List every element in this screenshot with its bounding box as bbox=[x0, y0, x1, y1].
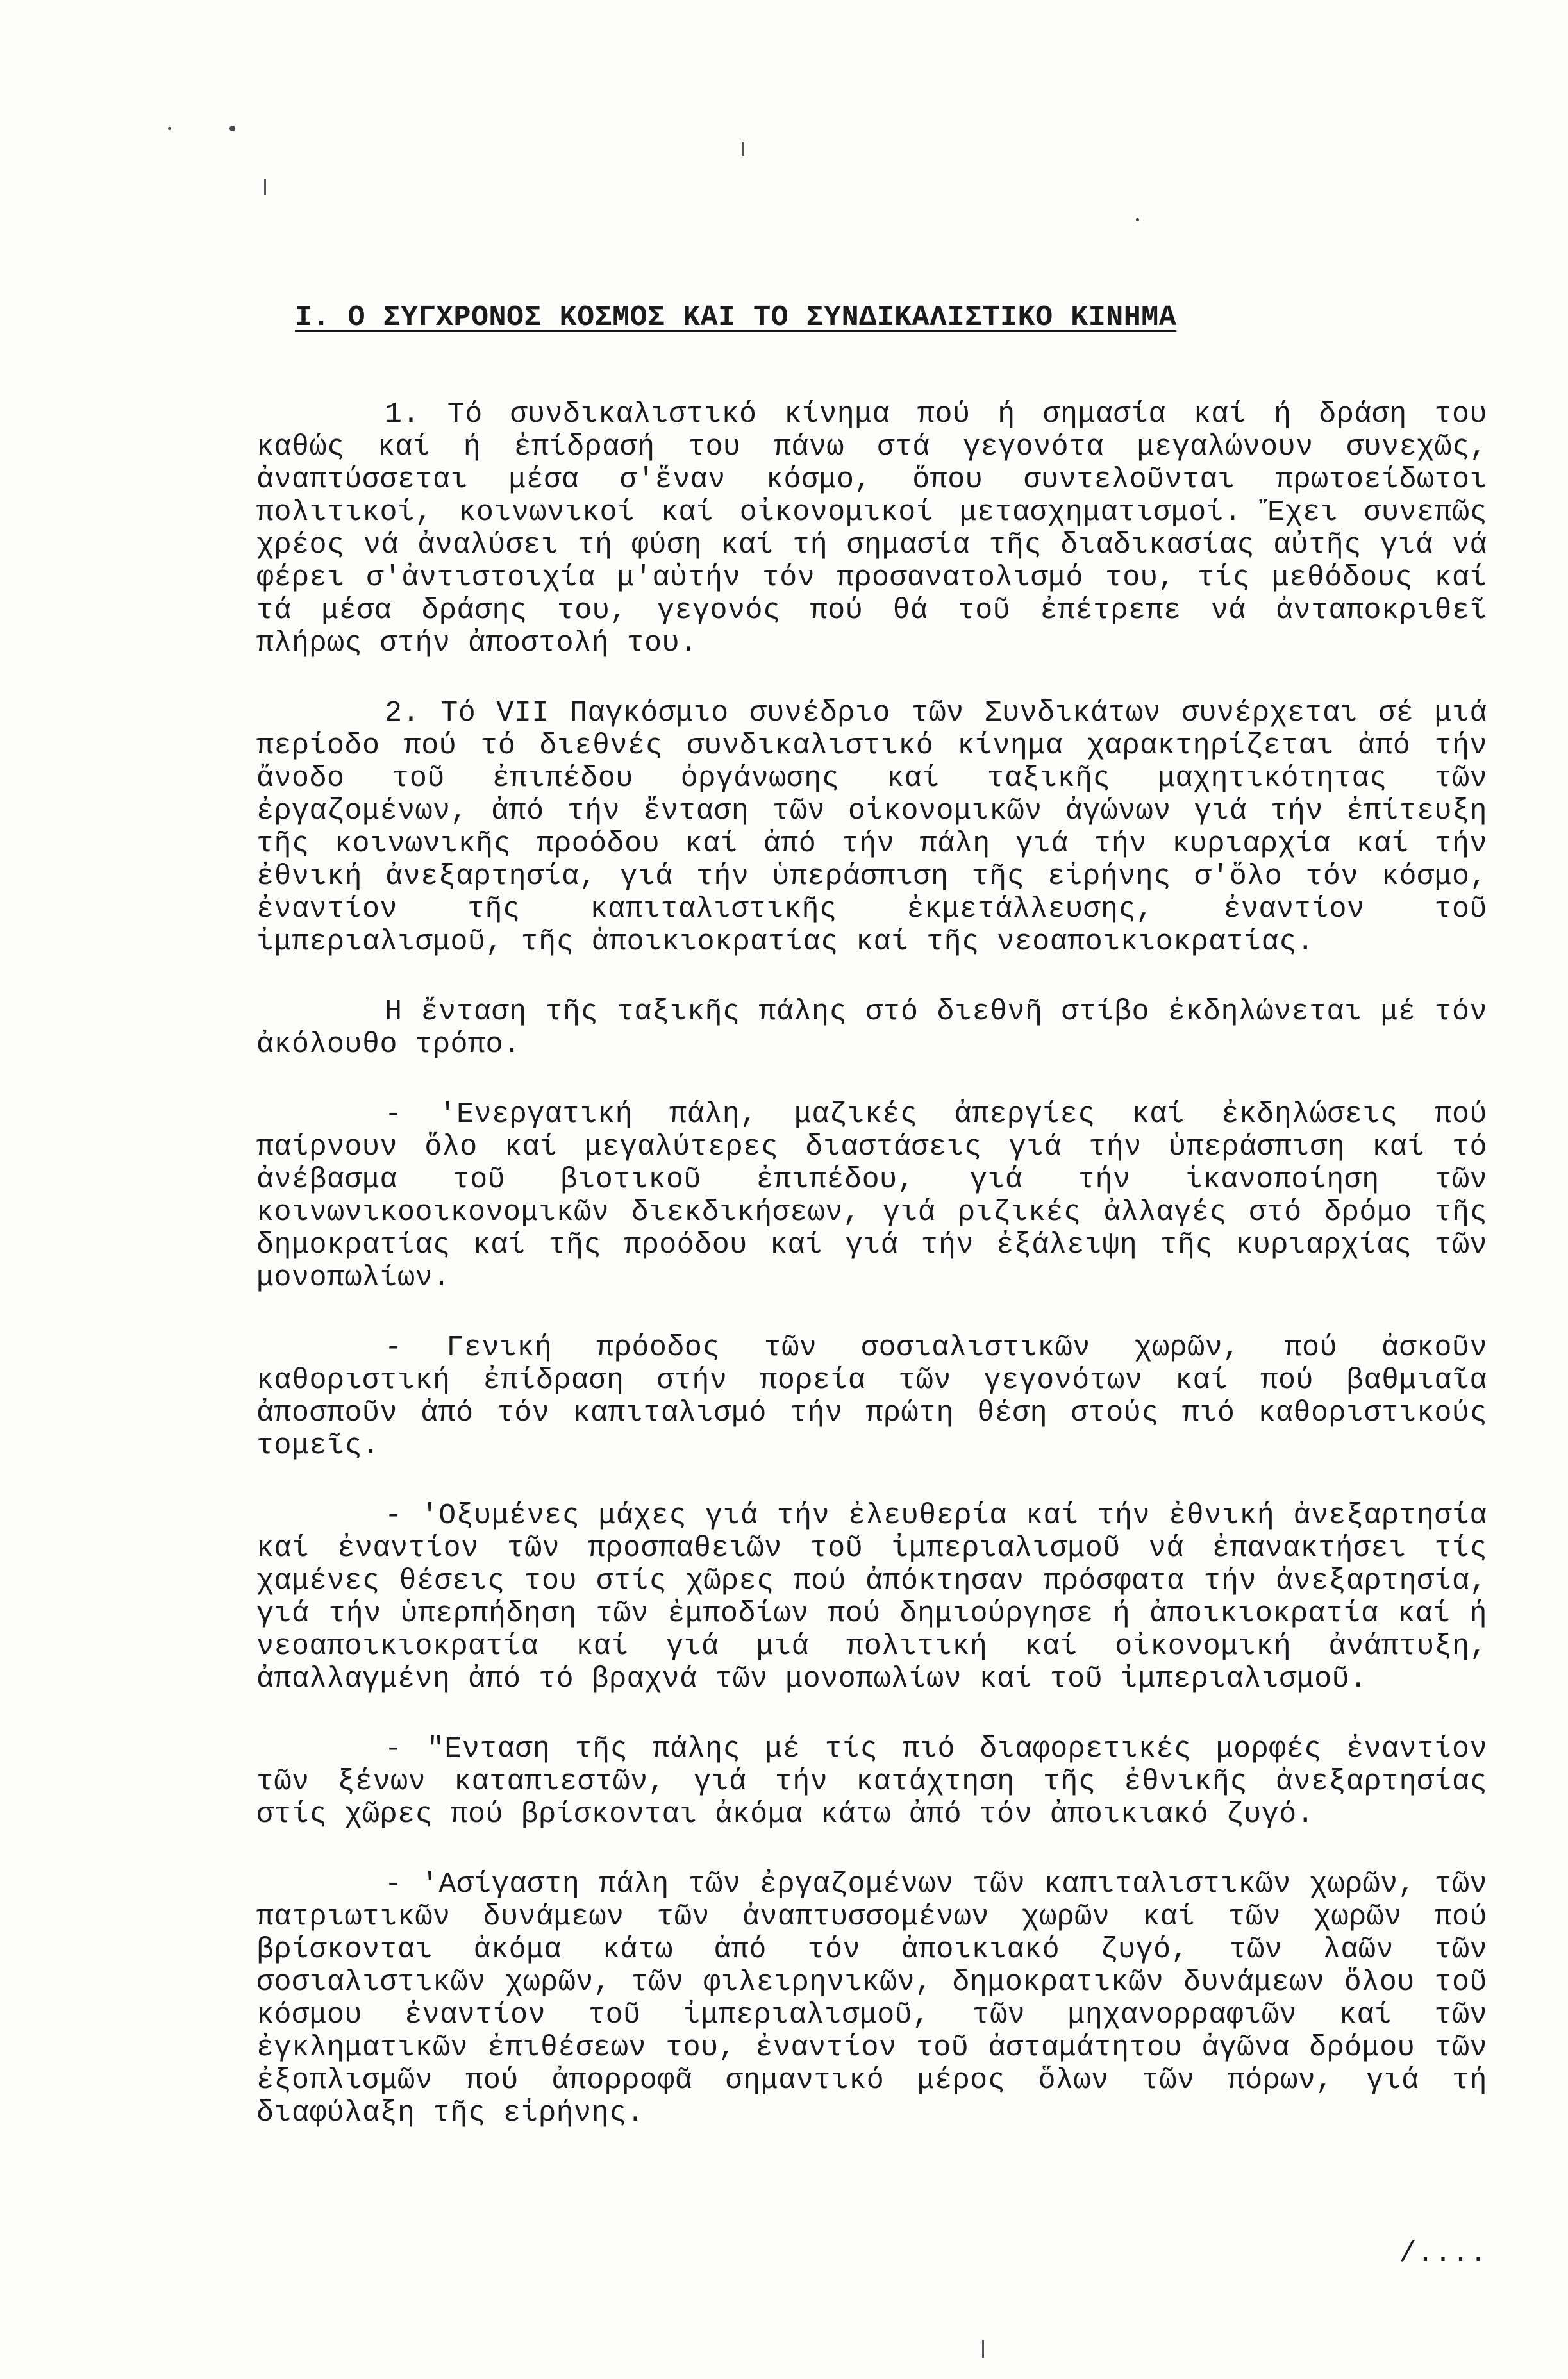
continuation-mark: /.... bbox=[1399, 2237, 1487, 2270]
scan-speck bbox=[168, 127, 171, 130]
scan-speck bbox=[229, 126, 235, 131]
list-item-independence-battles: - 'Οξυμένες μάχες γιά τήν ἐλευθερία καί τήν ἐθνική ἀνεξαρτησία καί ἐναντίον τῶν προσπαθειῶν τοῦ ἰμπεριαλισμοῦ νά ἐπανακτήσει τίς χαμένες θέσεις του στίς χῶρες πού ἀπόκτησαν πρόσφατα τήν ἀνεξαρτησία, γιά τήν ὑπερπήδηση τῶν ἐμποδίων πού δημιούργησε ή ἀποικιοκρατία καί ή νεοαποικιοκρατία καί γιά μιά πολιτική καί οἰκονομική ἀνάπτυξη, ἀπαλλαγμένη ἀπό τό βραχνά τῶν μονοπωλίων καί τοῦ ἰμπεριαλισμοῦ. bbox=[256, 1499, 1487, 1696]
list-item-socialist-progress: - Γενική πρόοδος τῶν σοσιαλιστικῶν χωρῶν, πού ἀσκοῦν καθοριστική ἐπίδραση στήν πορεία τῶν γεγονότων καί πού βαθμιαῖα ἀποσποῦν ἀπό τόν καπιταλισμό τήν πρώτη θέση στούς πιό καθοριστικούς τομεῖς. bbox=[256, 1331, 1487, 1462]
document-body bbox=[256, 301, 1487, 2270]
paragraph-2: 2. Τό VII Παγκόσμιο συνέδριο τῶν Συνδικάτων συνέρχεται σέ μιά περίοδο πού τό διεθνές συνδικαλιστικό κίνημα χαρακτηρίζεται ἀπό τήν ἄνοδο τοῦ ἐπιπέδου ὀργάνωσης καί ταξικῆς μαχητικότητας τῶν ἐργαζομένων, ἀπό τήν ἔνταση τῶν οἰκονομικῶν ἀγώνων γιά τήν ἐπίτευξη τῆς κοινωνικῆς προόδου καί ἀπό τήν πάλη γιά τήν κυριαρχία καί τήν ἐθνική ἀνεξαρτησία, γιά τήν ὑπεράσπιση τῆς εἰρήνης σ'ὅλο τόν κόσμο, ἐναντίον τῆς καπιταλιστικῆς ἐκμετάλλευσης, ἐναντίον τοῦ ἰμπεριαλισμοῦ, τῆς ἀποικιοκρατίας καί τῆς νεοαποικιοκρατίας. bbox=[256, 697, 1487, 958]
list-item-anti-imperialist-struggle: - 'Ασίγαστη πάλη τῶν ἐργαζομένων τῶν καπιταλιστικῶν χωρῶν, τῶν πατριωτικῶν δυνάμεων τῶν ἀναπτυσσομένων χωρῶν καί τῶν χωρῶν πού βρίσκονται ἀκόμα κάτω ἀπό τόν ἀποικιακό ζυγό, τῶν λαῶν τῶν σοσιαλιστικῶν χωρῶν, τῶν φιλειρηνικῶν, δημοκρατικῶν δυνάμεων ὅλου τοῦ κόσμου ἐναντίον τοῦ ἰμπεριαλισμοῦ, τῶν μηχανορραφιῶν καί τῶν ἐγκληματικῶν ἐπιθέσεων του, ἐναντίον τοῦ ἀσταμάτητου ἀγῶνα δρόμου τῶν ἐξοπλισμῶν πού ἀπορροφᾶ σημαντικό μέρος ὅλων τῶν πόρων, γιά τή διαφύλαξη τῆς εἰρήνης. bbox=[256, 1868, 1487, 2130]
list-item-workers-struggle: - 'Ενεργατική πάλη, μαζικές ἀπεργίες καί ἐκδηλώσεις πού παίρνουν ὅλο καί μεγαλύτερες διαστάσεις γιά τήν ὑπεράσπιση καί τό ἀνέβασμα τοῦ βιοτικοῦ ἐπιπέδου, γιά τήν ἱκανοποίηση τῶν κοινωνικοοικονομικῶν διεκδικήσεων, γιά ριζικές ἀλλαγές στό δρόμο τῆς δημοκρατίας καί τῆς προόδου καί γιά τήν ἐξάλειψη τῆς κυριαρχίας τῶν μονοπωλίων. bbox=[256, 1098, 1487, 1294]
scan-speck bbox=[1136, 218, 1139, 221]
paragraph-intro-list: Η ἔνταση τῆς ταξικῆς πάλης στό διεθνῆ στίβο ἐκδηλώνεται μέ τόν ἀκόλουθο τρόπο. bbox=[256, 996, 1487, 1061]
scan-mark bbox=[264, 179, 266, 195]
section-heading: I. Ο ΣΥΓΧΡΟΝΟΣ ΚΟΣΜΟΣ ΚΑΙ ΤΟ ΣΥΝΔΙΚΑΛΙΣΤΙΚΟ ΚΙΝΗΜΑ bbox=[295, 301, 1177, 334]
scan-mark bbox=[982, 2340, 984, 2358]
list-item-anti-colonial-struggle: - "Ενταση τῆς πάλης μέ τίς πιό διαφορετικές μορφές ἐναντίον τῶν ξένων καταπιεστῶν, γιά τήν κατάχτηση τῆς ἐθνικῆς ἀνεξαρτησίας στίς χῶρες πού βρίσκονται ἀκόμα κάτω ἀπό τόν ἀποικιακό ζυγό. bbox=[256, 1733, 1487, 1831]
paragraph-1: 1. Τό συνδικαλιστικό κίνημα πού ή σημασία καί ή δράση του καθώς καί ή ἐπίδρασή του πάνω στά γεγονότα μεγαλώνουν συνεχῶς, ἀναπτύσσεται μέσα σ'ἕναν κόσμο, ὅπου συντελοῦνται πρωτοείδωτοι πολιτικοί, κοινωνικοί καί οἰκονομικοί μετασχηματισμοί. Ἔχει συνεπῶς χρέος νά ἀναλύσει τή φύση καί τή σημασία τῆς διαδικασίας αὐτῆς γιά νά φέρει σ'ἀντιστοιχία μ'αὐτήν τόν προσανατολισμό του, τίς μεθόδους καί τά μέσα δράσης του, γεγονός πού θά τοῦ ἐπέτρεπε νά ἀνταποκριθεῖ πλήρως στήν ἀποστολή του. bbox=[256, 398, 1487, 660]
scan-mark bbox=[742, 142, 744, 156]
